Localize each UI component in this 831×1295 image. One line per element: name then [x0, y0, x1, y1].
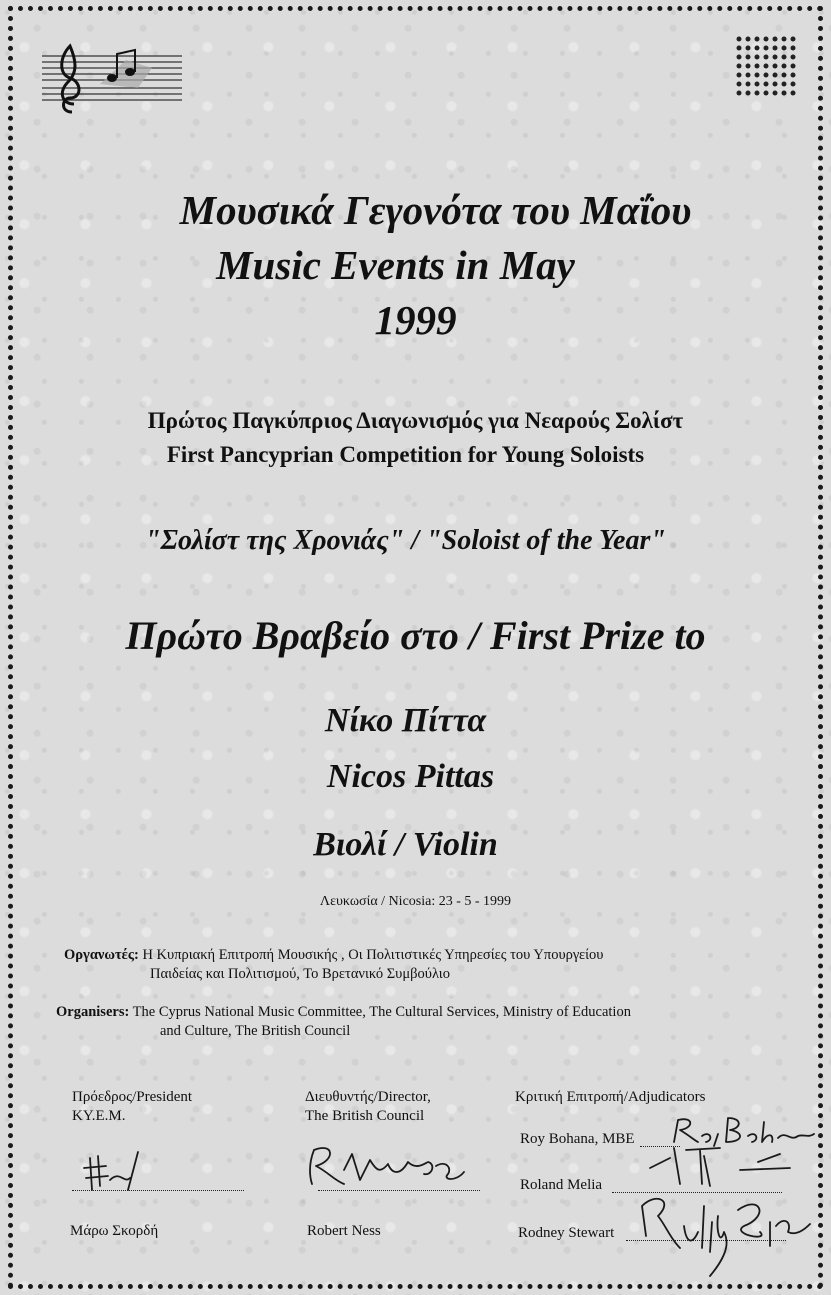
organizers-english: [56, 1003, 631, 1022]
president-title: Πρόεδρος/President: [72, 1089, 193, 1105]
president-signature: [80, 1150, 160, 1195]
organizers-english-line1: The Cyprus National Music Committee, The Cultural Services, Ministry of Education: [132, 1004, 631, 1020]
president-signature-line: [72, 1190, 244, 1191]
director-org: The British Council: [305, 1108, 425, 1124]
adjudicator-3-signature: [620, 1186, 815, 1281]
organizers-greek-line2: Παιδείας και Πολιτισμού, Το Βρετανικό Συμβούλιο: [150, 966, 450, 982]
winner-name-english: Nicos Pittas: [326, 758, 495, 795]
title-year: 1999: [374, 297, 457, 343]
adjudicator-1: Roy Bohana, MBE: [520, 1131, 635, 1147]
title-greek: Μουσικά Γεγονότα του Μαΐου: [179, 187, 692, 233]
organizers-greek-label: Οργανωτές:: [64, 947, 139, 963]
winner-name-greek: Νίκο Πίττα: [324, 702, 487, 739]
director-name: Robert Ness: [307, 1223, 381, 1239]
competition-greek: Πρώτος Παγκύπριος Διαγωνισμός για Νεαρούς Σολίστ: [147, 408, 684, 433]
adjudicators-title: Κριτική Επιτροπή/Adjudicators: [515, 1089, 706, 1105]
organizers-english-line2: and Culture, The British Council: [160, 1023, 351, 1039]
adjudicator-2: Roland Melia: [520, 1177, 603, 1193]
organizers-greek-line1: Η Κυπριακή Επιτροπή Μουσικής , Οι Πολιτιστικές Υπηρεσίες του Υπουργείου: [142, 947, 604, 963]
organizers-greek: [64, 946, 603, 965]
director-title: Διευθυντής/Director,: [305, 1089, 431, 1105]
director-signature-line: [318, 1190, 480, 1191]
music-staff-logo: [42, 42, 182, 116]
soloist-of-year: "Σολίστ της Χρονιάς" / "Soloist of the Year": [145, 525, 666, 556]
adjudicator-3: Rodney Stewart: [518, 1225, 615, 1241]
organizers-english-label: Organisers:: [56, 1004, 130, 1020]
president-org: KY.E.M.: [72, 1108, 126, 1124]
adjudicator-2-signature: [640, 1140, 800, 1190]
place-and-date: Λευκωσία / Nicosia: 23 - 5 - 1999: [319, 894, 512, 909]
dot-grid-logo: [734, 34, 798, 98]
title-english: Music Events in May: [216, 242, 575, 288]
instrument: Βιολί / Violin: [313, 826, 498, 863]
president-block: [72, 1088, 192, 1126]
president-name: Μάρω Σκορδή: [70, 1223, 159, 1239]
first-prize-heading: Πρώτο Βραβείο στο / First Prize to: [125, 613, 706, 658]
director-signature: [300, 1140, 470, 1190]
director-block: [305, 1088, 431, 1126]
competition-english: First Pancyprian Competition for Young Soloists: [166, 442, 645, 467]
